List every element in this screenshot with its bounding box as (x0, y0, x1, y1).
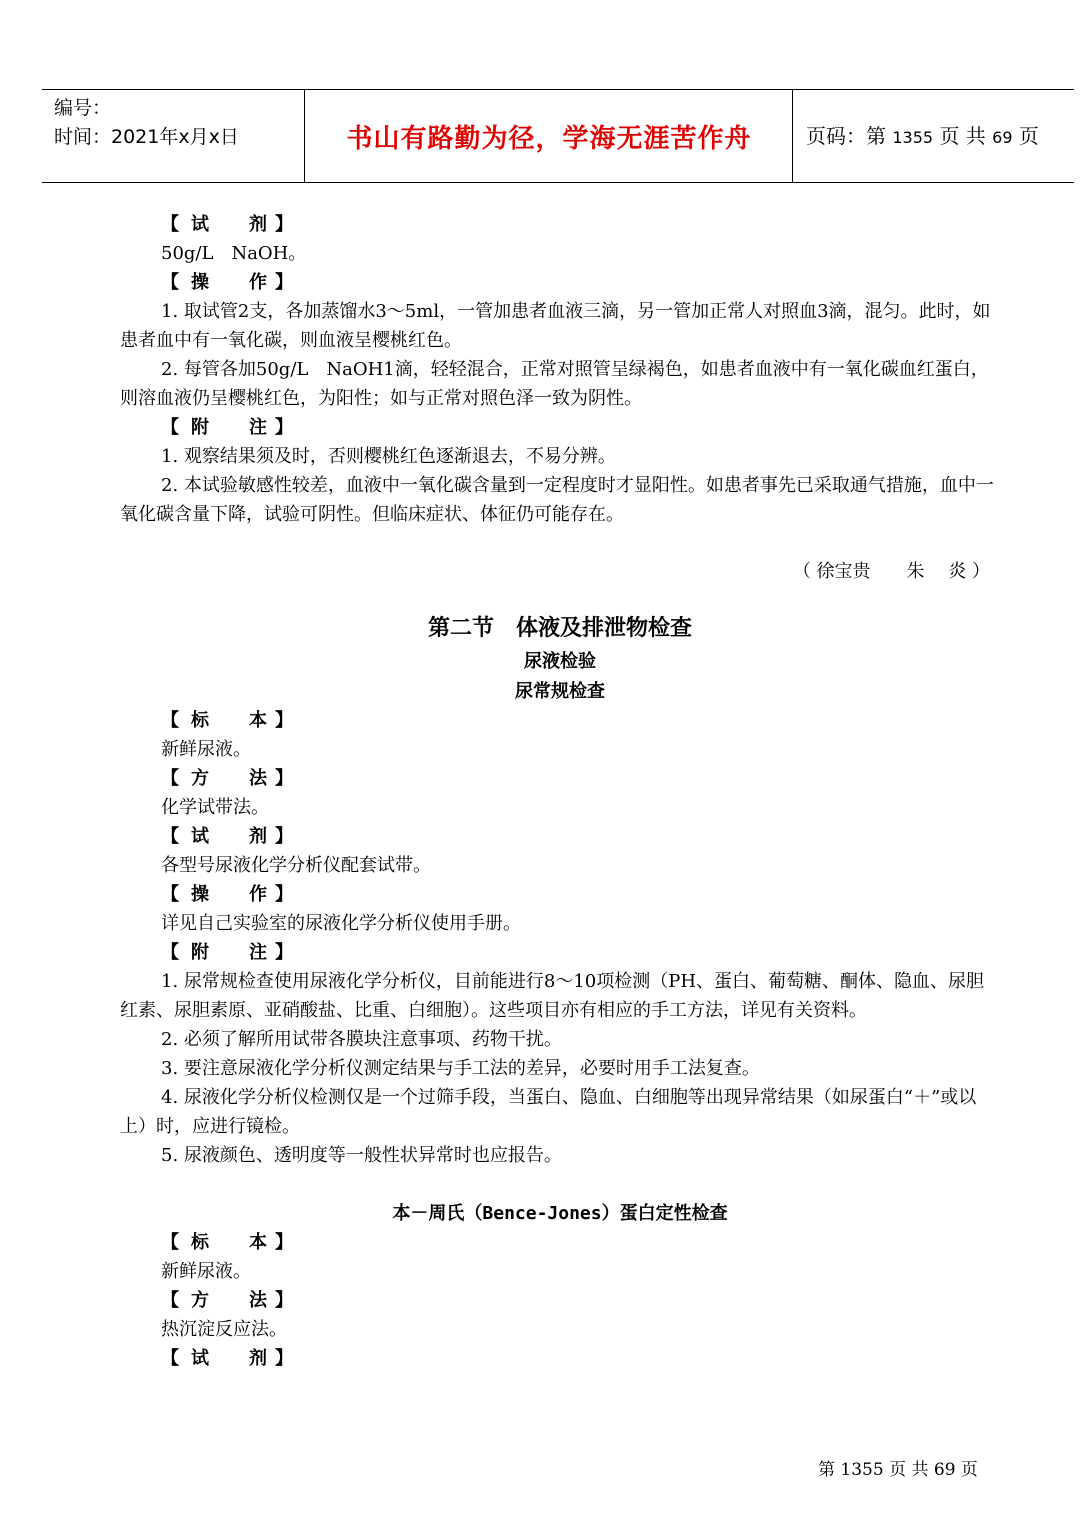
method-text: 化学试带法。 (161, 797, 269, 818)
time-label: 时间：2021年x月x日 (54, 126, 239, 148)
header-divider (792, 90, 793, 182)
specimen-heading: 【 标 本 】 (161, 1232, 293, 1253)
specimen-text: 新鲜尿液。 (161, 739, 251, 760)
operation-step-2: 2. 每管各加50g/L NaOH1滴，轻轻混合，正常对照管呈绿褐色，如患者血液中有一氧化碳血红蛋白，则溶血液仍呈樱桃红色，为阳性；如与正常对照色泽一致为阴性。 (120, 359, 989, 409)
reagent-heading: 【 试 剂 】 (161, 214, 293, 235)
operation-text: 详见自己实验室的尿液化学分析仪使用手册。 (161, 913, 521, 934)
page-total: 69 (992, 128, 1013, 147)
method-heading: 【 方 法 】 (161, 1290, 293, 1311)
notes-heading: 【 附 注 】 (161, 417, 293, 438)
reagent-heading: 【 试 剂 】 (161, 1348, 293, 1369)
header-divider (304, 90, 305, 182)
specimen-heading: 【 标 本 】 (161, 710, 293, 731)
method-heading: 【 方 法 】 (161, 768, 293, 789)
page-footer: 第 1355 页 共 69 页 (818, 1460, 978, 1480)
note-2: 2. 本试验敏感性较差，血液中一氧化碳含量到一定程度时才显阳性。如患者事先已采取通气措施，血中一氧化碳含量下降，试验可阴性。但临床症状、体征仍可能存在。 (120, 475, 994, 525)
reagent-text: 各型号尿液化学分析仪配套试带。 (161, 855, 431, 876)
note-1: 1. 观察结果须及时，否则樱桃红色逐渐退去，不易分辨。 (161, 446, 616, 467)
note-2: 2. 必须了解所用试带各膜块注意事项、药物干扰。 (161, 1029, 562, 1050)
reagent-text: 50g/L NaOH。 (161, 243, 307, 264)
notes-heading: 【 附 注 】 (161, 942, 293, 963)
document-body (120, 210, 1000, 1373)
note-5: 5. 尿液颜色、透明度等一般性状异常时也应报告。 (161, 1145, 562, 1166)
header-page-info: 页码：第 1355 页 共 69 页 (806, 124, 1039, 148)
note-4: 4. 尿液化学分析仪检测仅是一个过筛手段，当蛋白、隐血、白细胞等出现异常结果（如尿蛋白“＋”或以上）时，应进行镜检。 (120, 1087, 977, 1137)
method-text: 热沉淀反应法。 (161, 1319, 287, 1340)
serial-label: 编号： (54, 97, 112, 119)
note-1: 1. 尿常规检查使用尿液化学分析仪，目前能进行8～10项检测（PH、蛋白、葡萄糖、酮体、隐血、尿胆红素、尿胆素原、亚硝酸盐、比重、白细胞）。这些项目亦有相应的手工方法，详见有关资料。 (120, 971, 985, 1021)
specimen-text: 新鲜尿液。 (161, 1261, 251, 1282)
section-subsubtitle: 尿常规检查 (515, 681, 605, 702)
page-number: 1355 (892, 128, 934, 147)
note-3: 3. 要注意尿液化学分析仪测定结果与手工法的差异，必要时用手工法复查。 (161, 1058, 760, 1079)
section-subtitle: 尿液检验 (524, 651, 596, 672)
author-signature: （ 徐宝贵 朱 炎 ） (792, 561, 990, 582)
header-meta (54, 94, 304, 152)
operation-heading: 【 操 作 】 (161, 272, 293, 293)
operation-heading: 【 操 作 】 (161, 884, 293, 905)
reagent-heading: 【 试 剂 】 (161, 826, 293, 847)
subsection-title: 本－周氏（Bence-Jones）蛋白定性检查 (392, 1203, 728, 1224)
section-title: 第二节 体液及排泄物检查 (427, 616, 692, 641)
operation-step-1: 1. 取试管2支，各加蒸馏水3～5ml，一管加患者血液三滴，另一管加正常人对照血3滴，混匀。此时，如患者血中有一氧化碳，则血液呈樱桃红色。 (120, 301, 991, 351)
header-motto: 书山有路勤为径，学海无涯苦作舟 (346, 124, 752, 154)
page-header (42, 89, 1074, 183)
